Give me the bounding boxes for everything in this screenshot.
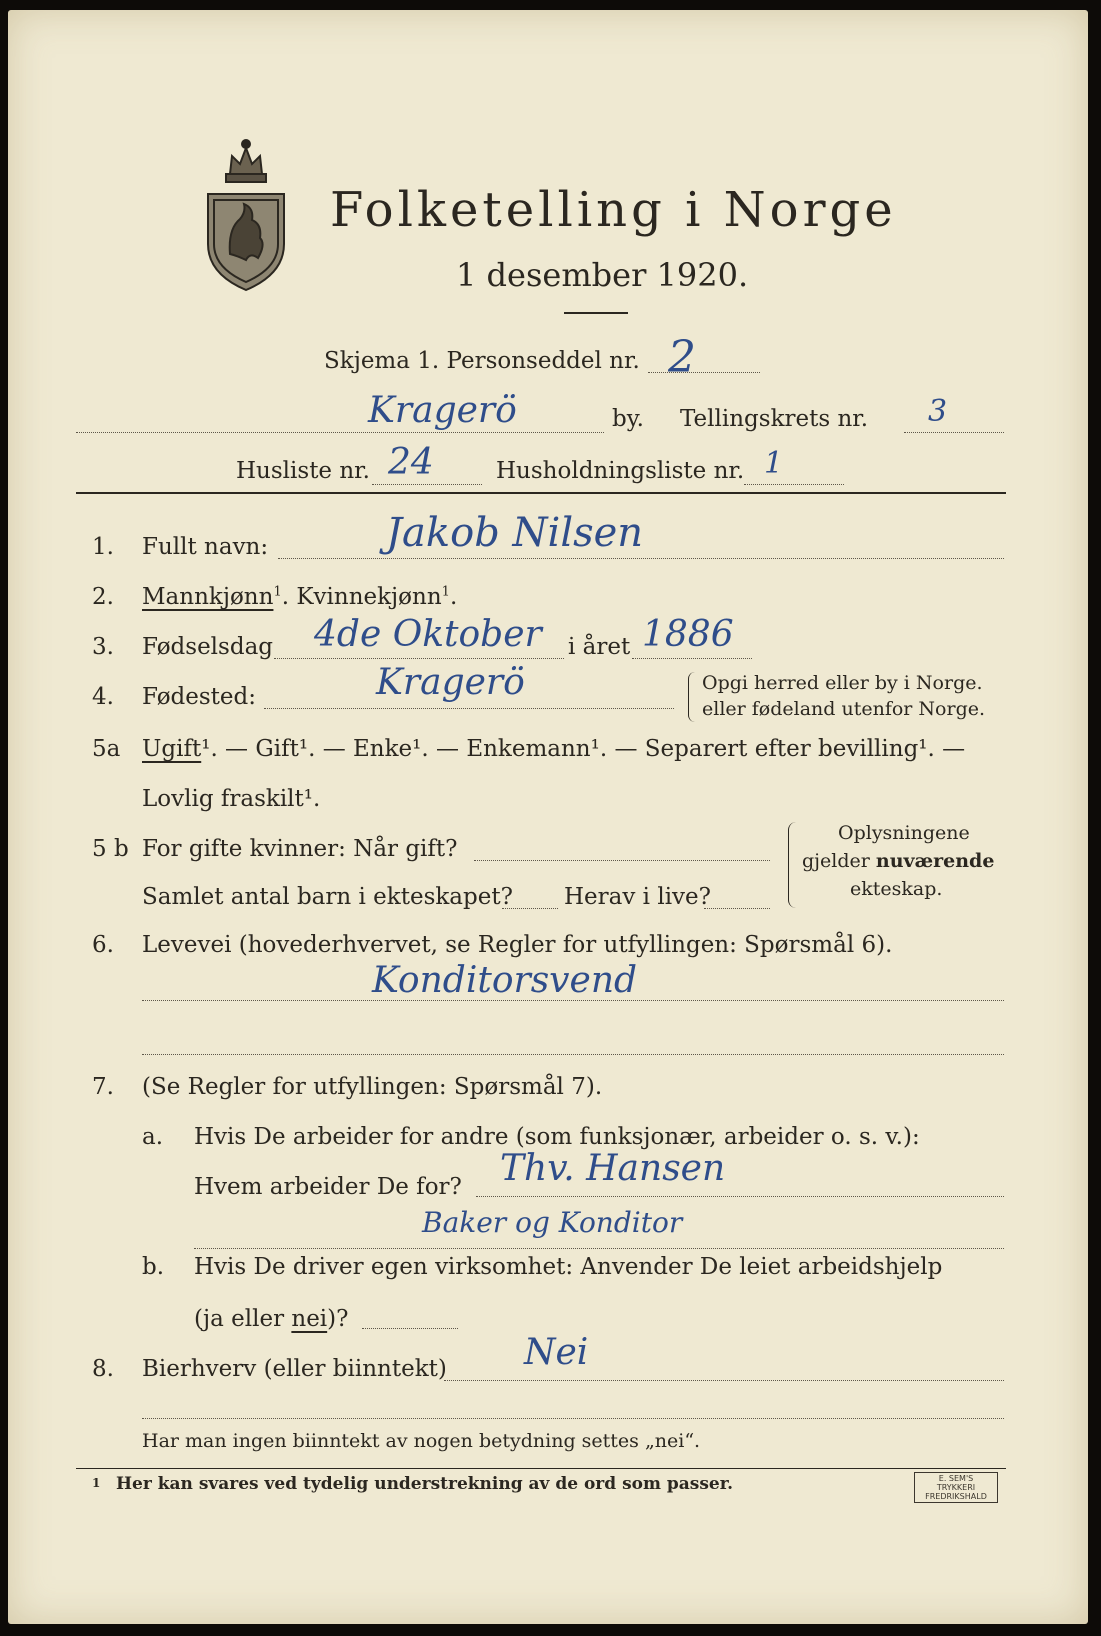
q5a-ugift: Ugift — [142, 736, 202, 762]
q5b-note-line3: ekteskap. — [850, 878, 943, 900]
q2-sup1: 1 — [273, 584, 282, 600]
husholdningsliste-label: Husholdningsliste nr. — [496, 458, 745, 484]
q5a-line2: Lovlig fraskilt¹. — [142, 786, 321, 812]
q2-number: 2. — [92, 584, 114, 610]
q3-number: 3. — [92, 634, 114, 660]
q2-kvinne: Kvinnekjønn — [296, 584, 442, 610]
q2-options — [142, 584, 457, 610]
q4-label: Fødested: — [142, 684, 257, 710]
skjema-label: Skjema 1. Personseddel nr. — [324, 348, 640, 374]
husholdningsliste-value: 1 — [764, 446, 784, 481]
q7-label: (Se Regler for utfyllingen: Spørsmål 7). — [142, 1074, 603, 1100]
printer-stamp: E. SEM'S TRYKKERI FREDRIKSHALD — [914, 1472, 998, 1503]
q7-number: 7. — [92, 1074, 114, 1100]
skjema-field-line — [648, 372, 760, 373]
q2-sep: . — [281, 584, 297, 610]
q1-label: Fullt navn: — [142, 534, 269, 560]
q3-birth-year: 1886 — [642, 614, 734, 655]
q7b-label2: (ja eller nei)? — [194, 1306, 349, 1332]
q7a-employer: Thv. Hansen — [500, 1148, 726, 1189]
q5b-label2: Samlet antal barn i ekteskapet? — [142, 884, 513, 910]
q7a-letter: a. — [142, 1124, 164, 1150]
footer-divider — [76, 1468, 1006, 1469]
q7b-letter: b. — [142, 1254, 165, 1280]
husliste-field-line — [372, 484, 482, 485]
husliste-value: 24 — [388, 442, 434, 483]
footnote-number: 1 — [92, 1476, 101, 1490]
personseddel-number: 2 — [668, 332, 696, 383]
footnote: Her kan svares ved tydelig understrekning av de ord som passer. — [116, 1474, 734, 1494]
q7b-nei: nei — [291, 1306, 328, 1332]
q7a-employer-trade: Baker og Konditor — [422, 1206, 683, 1239]
q4-number: 4. — [92, 684, 114, 710]
q8-side-income: Nei — [524, 1332, 589, 1373]
tellingskrets-label: Tellingskrets nr. — [680, 406, 869, 432]
q5b-label1: For gifte kvinner: Når gift? — [142, 836, 458, 862]
q3-label: Fødselsdag — [142, 634, 274, 660]
q7b-label: Hvis De driver egen virksomhet: Anvender De leiet arbeidshjelp — [194, 1254, 943, 1280]
q5b-number: 5 b — [92, 836, 129, 862]
q7a-field-line — [476, 1196, 1004, 1197]
q5b-married-field-line — [474, 860, 770, 861]
title-divider — [564, 312, 628, 314]
by-value: Kragerö — [368, 390, 517, 431]
q1-field-line — [278, 558, 1004, 559]
census-date: 1 desember 1920. — [456, 256, 749, 294]
q3-year-label: i året — [568, 634, 631, 660]
nei-note: Har man ingen biinntekt av nogen betydning settes „nei“. — [142, 1430, 701, 1452]
q4-field-line — [264, 708, 674, 709]
header-divider — [76, 492, 1006, 494]
q5a-rest: ¹. — Gift¹. — Enke¹. — Enkemann¹. — Separert efter bevilling¹. — — [201, 736, 966, 762]
tellingskrets-field-line — [904, 432, 1004, 433]
q6-number: 6. — [92, 932, 114, 958]
q8-field-line2 — [142, 1418, 1004, 1419]
form-title: Folketelling i Norge — [330, 182, 897, 238]
q5a-number: 5a — [92, 736, 121, 762]
q5b-label3: Herav i live? — [564, 884, 711, 910]
by-field-line — [76, 432, 604, 433]
q4-note-line2: eller fødeland utenfor Norge. — [702, 698, 986, 720]
census-form-paper — [8, 10, 1088, 1624]
husholdningsliste-field-line — [744, 484, 844, 485]
q5b-note-brace — [788, 822, 796, 908]
q5b-alive-field-line — [704, 908, 770, 909]
q4-note-brace — [688, 672, 695, 722]
q2-end: . — [449, 584, 458, 610]
q6-occupation: Konditorsvend — [372, 960, 638, 1001]
q3-day-field-line — [274, 658, 564, 659]
q5b-note-line1: Oplysningene — [838, 822, 970, 844]
q8-label: Bierhverv (eller biinntekt) — [142, 1356, 447, 1382]
q5b-note-line2: gjelder nuværende — [802, 850, 995, 872]
q4-note-line1: Opgi herred eller by i Norge. — [702, 672, 983, 694]
q5a-options — [142, 736, 965, 762]
q2-mann: Mannkjønn — [142, 584, 274, 610]
q3-birth-day: 4de Oktober — [314, 614, 542, 655]
q6-label: Levevei (hovederhvervet, se Regler for utfyllingen: Spørsmål 6). — [142, 932, 893, 958]
q2-sup2: 1 — [441, 584, 450, 600]
q1-full-name: Jakob Nilsen — [386, 510, 644, 556]
q7b-field-line — [362, 1328, 458, 1329]
q8-field-line — [444, 1380, 1004, 1381]
q7a-label2: Hvem arbeider De for? — [194, 1174, 462, 1200]
q6-field-line2 — [142, 1054, 1004, 1055]
coat-of-arms-icon — [200, 134, 292, 294]
q8-number: 8. — [92, 1356, 114, 1382]
q4-birthplace: Kragerö — [376, 662, 525, 703]
q3-year-field-line — [632, 658, 752, 659]
by-label: by. — [612, 406, 644, 432]
husliste-label: Husliste nr. — [236, 458, 370, 484]
q5b-children-field-line — [502, 908, 558, 909]
q7a-label: Hvis De arbeider for andre (som funksjonær, arbeider o. s. v.): — [194, 1124, 920, 1150]
q7a-field-line2 — [194, 1248, 1004, 1249]
tellingskrets-value: 3 — [928, 394, 948, 429]
q1-number: 1. — [92, 534, 114, 560]
